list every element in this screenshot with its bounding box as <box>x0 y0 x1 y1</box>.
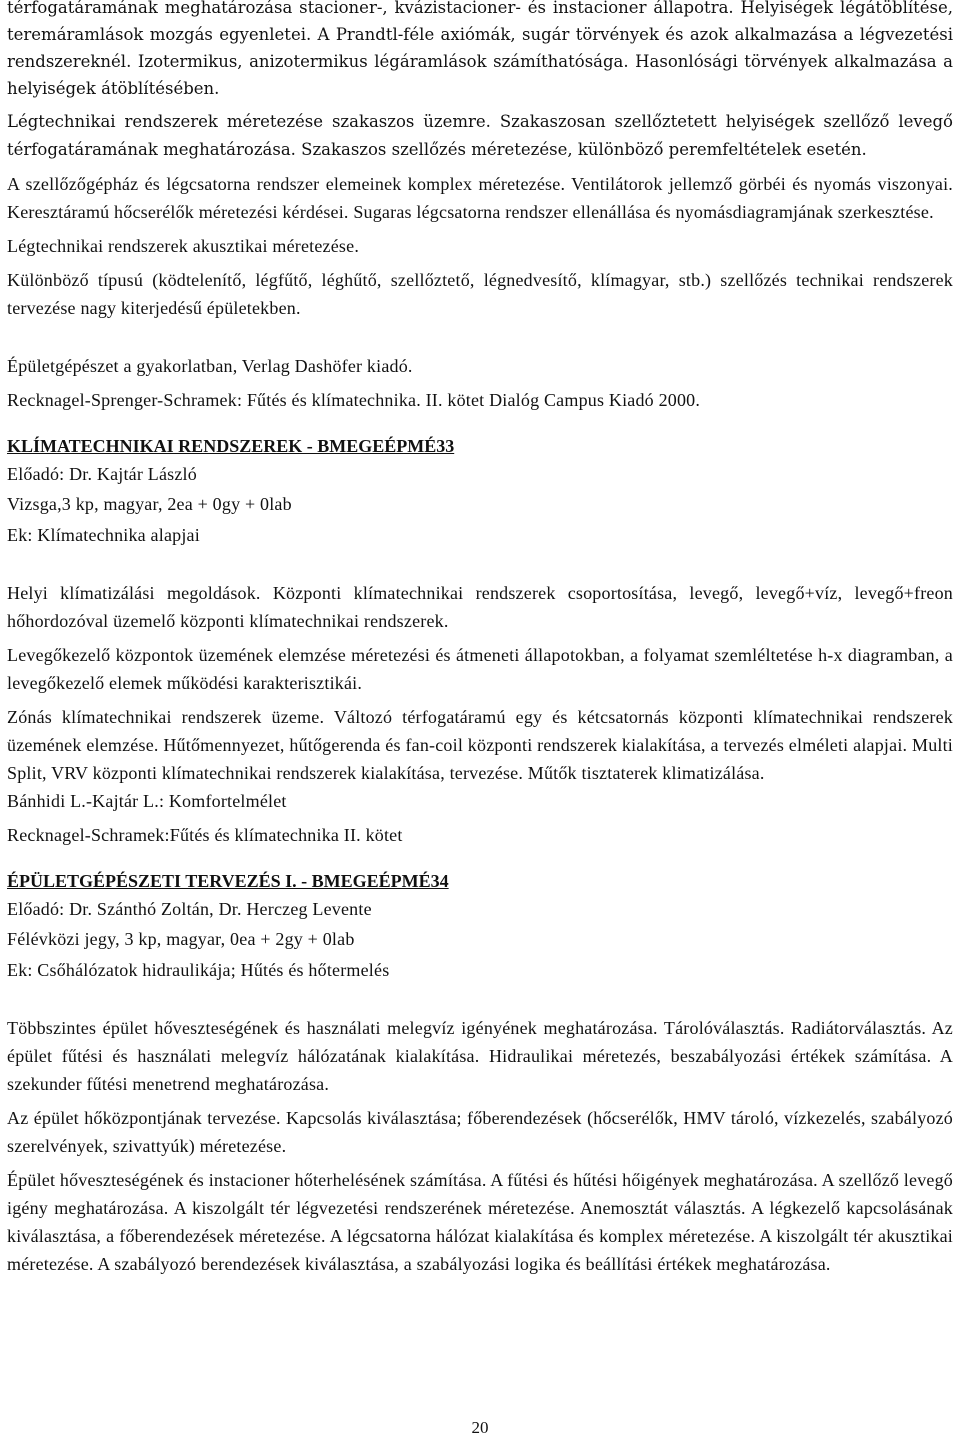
course2-prerequisite: Ek: Csőhálózatok hidraulikája; Hűtés és hőtermelés <box>7 960 390 980</box>
course1-reference-1: Bánhidi L.-Kajtár L.: Komfortelmélet <box>7 791 287 811</box>
course2-paragraph-3: Épület hőveszteségének és instacioner hőterhelésének számítása. A fűtési és hűtési hőigények meghatározása. A szellőző levegő igény meghatározása. A kiszolgált tér légvezetési rendszerének méretezése. Anemosztát választás. A légkezelő kapcsolásának kiválasztása, a főberendezések méretezése. A légcsatorna hálózat kialakítása és komplex méretezése. A kiszolgált tér akusztikai méretezése. A szabályozó berendezések kiválasztása, a szabályozási logika és beállítási értékek meghatározása. <box>7 1170 953 1274</box>
course2-exam-info: Félévközi jegy, 3 kp, magyar, 0ea + 2gy + 0lab <box>7 929 355 949</box>
course1-prerequisite: Ek: Klímatechnika alapjai <box>7 525 200 545</box>
course2-paragraph-1: Többszintes épület hőveszteségének és használati melegvíz igényének meghatározása. Tárolóválasztás. Radiátorválasztás. Az épület fűtési és használati melegvíz hálózatának kialakítása. Hidraulikai méretezés, beszabályozási értékek számítása. A szekunder fűtési menetrend meghatározása. <box>7 1018 953 1094</box>
intro-paragraph-2: Légtechnikai rendszerek méretezése szakaszos üzemre. Szakaszosan szellőztetett helyiségek szellőző levegő térfogatáramának meghatározása. Szakaszos szellőzés méretezése, különböző peremfeltételek esetén. <box>7 112 953 159</box>
intro-paragraph-3: A szellőzőgépház és légcsatorna rendszer elemeinek komplex méretezése. Ventilátorok jellemző görbéi és nyomás viszonyai. Keresztáramú hőcserélők méretezési kérdései. Sugaras légcsatorna rendszer ellenállása és nyomásdiagramjának szerkesztése. <box>7 174 953 222</box>
course1-lecturer: Előadó: Dr. Kajtár László <box>7 464 197 484</box>
course-heading-klimatechnikai: KLÍMATECHNIKAI RENDSZEREK - BMEGEÉPMÉ33 <box>7 436 455 456</box>
course1-paragraph-3: Zónás klímatechnikai rendszerek üzeme. Változó térfogatáramú egy és kétcsatornás központi klímatechnikai rendszerek üzemének elemzése. Hűtőmennyezet, hűtőgerenda és fan-coil központi rendszerek kialakítása, a tervezés elméleti alapjai. Multi Split, VRV központi klímatechnikai rendszerek kialakítása, tervezése. Műtők tisztaterek klimatizálása. <box>7 707 953 783</box>
course2-lecturer: Előadó: Dr. Szánthó Zoltán, Dr. Herczeg Levente <box>7 899 372 919</box>
intro-reference-1: Épületgépészet a gyakorlatban, Verlag Dashöfer kiadó. <box>7 356 413 376</box>
course2-paragraph-2: Az épület hőközpontjának tervezése. Kapcsolás kiválasztása; főberendezések (hőcserélők, HMV tároló, vízkezelés, szabályozó szerelvények, szivattyúk) méretezése. <box>7 1108 953 1156</box>
course1-paragraph-1: Helyi klímatizálási megoldások. Központi klímatechnikai rendszerek csoportosítása, levegő, levegő+víz, levegő+freon hőhordozóval üzemelő központi klímatechnikai rendszerek. <box>7 583 953 631</box>
intro-paragraph-4: Légtechnikai rendszerek akusztikai méretezése. <box>7 236 360 256</box>
course1-paragraph-2: Levegőkezelő központok üzemének elemzése méretezési és átmeneti állapotokban, a folyamat szemléltetése h-x diagramban, a levegőkezelő elemek működési karakterisztikái. <box>7 645 953 693</box>
document-page <box>7 0 953 1278</box>
course-heading-epuletgepeszeti: ÉPÜLETGÉPÉSZETI TERVEZÉS I. - BMEGEÉPMÉ34 <box>7 871 449 891</box>
intro-paragraph-1: térfogatáramának meghatározása stacioner-, kvázistacioner- és instacioner állapotra. Helyiségek légátöblítése, teremáramlások mozgás egyenletei. A Prandtl-féle axiómák, sugár törvények és azok alkalmazása a légvezetési rendszereknél. Izotermikus, anizotermikus légáramlások számíthatósága. Hasonlósági törvények alkalmazása a helyiségek átöblítésében. <box>7 0 953 98</box>
course1-exam-info: Vizsga,3 kp, magyar, 2ea + 0gy + 0lab <box>7 494 292 514</box>
intro-paragraph-5: Különböző típusú (ködtelenítő, légfűtő, léghűtő, szellőztető, légnedvesítő, klímagyar, stb.) szellőzés technikai rendszerek tervezése nagy kiterjedésű épületekben. <box>7 270 953 318</box>
course1-reference-2: Recknagel-Schramek:Fűtés és klímatechnika II. kötet <box>7 825 403 845</box>
page-number: 20 <box>471 1418 489 1437</box>
intro-reference-2: Recknagel-Sprenger-Schramek: Fűtés és klímatechnika. II. kötet Dialóg Campus Kiadó 2000. <box>7 390 701 410</box>
